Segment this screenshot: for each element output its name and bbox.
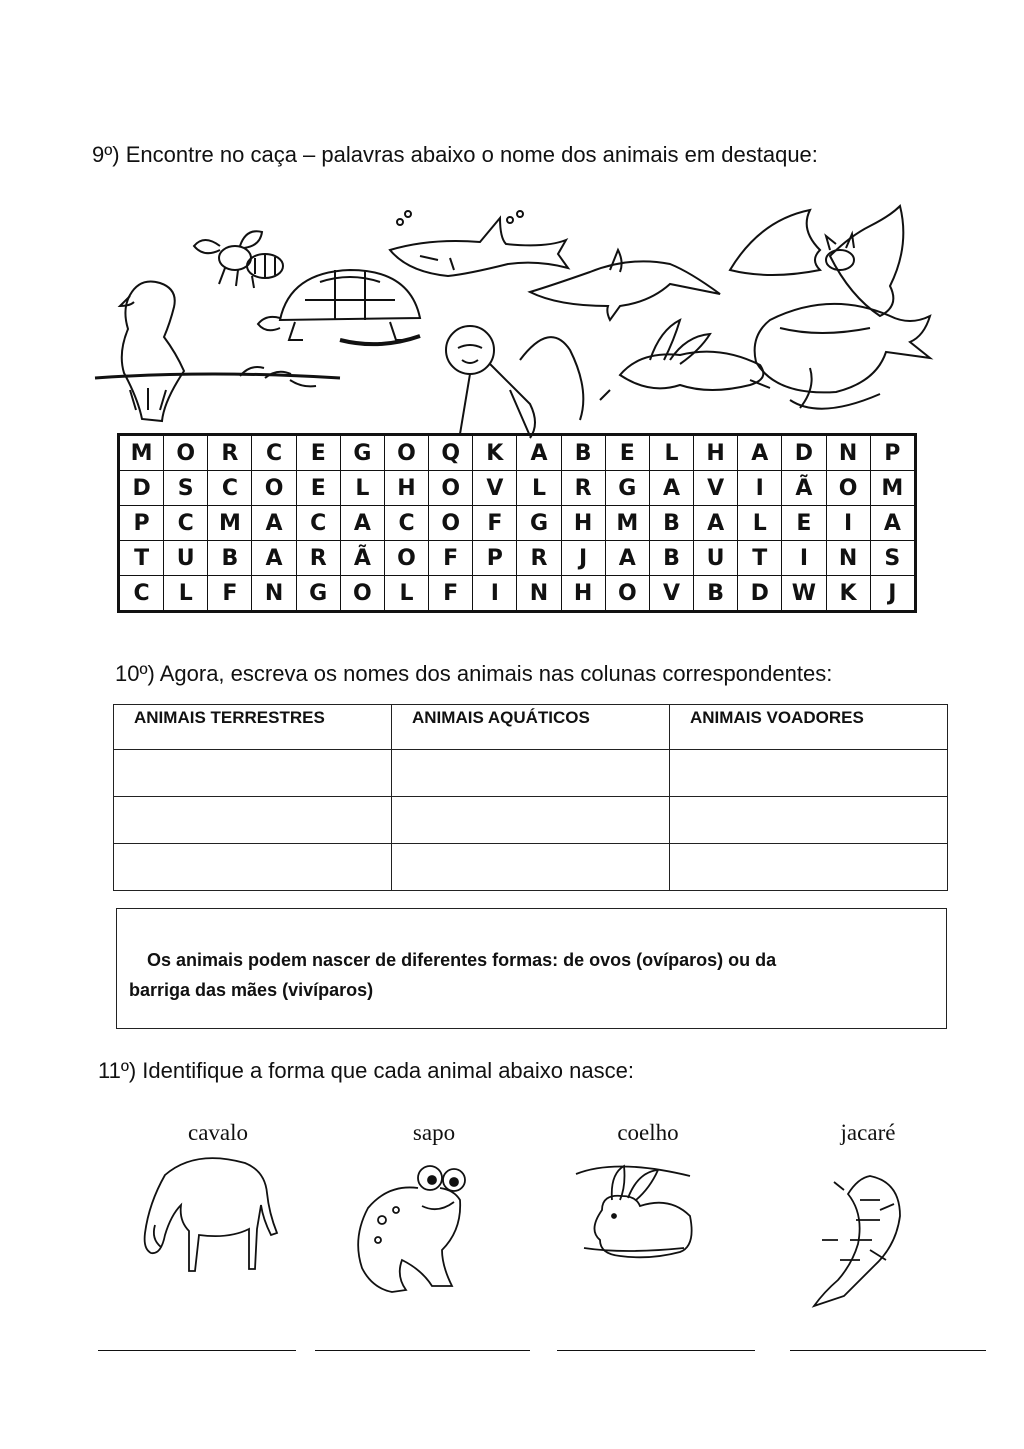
animal-label-frog: sapo xyxy=(412,1120,456,1145)
grid-cell[interactable]: O xyxy=(252,471,296,506)
grid-cell[interactable]: T xyxy=(738,541,782,576)
grid-cell[interactable]: N xyxy=(517,576,561,611)
bee-icon xyxy=(194,231,283,288)
answer-cell[interactable] xyxy=(392,797,670,844)
grid-cell[interactable]: R xyxy=(208,436,252,471)
grid-cell[interactable]: V xyxy=(649,576,693,611)
grid-cell[interactable]: V xyxy=(694,471,738,506)
table-header-row xyxy=(114,705,948,750)
grid-cell[interactable]: C xyxy=(384,506,428,541)
answer-line-horse[interactable] xyxy=(98,1350,296,1351)
grid-cell[interactable]: A xyxy=(870,506,914,541)
grid-cell[interactable]: D xyxy=(120,471,164,506)
grid-cell[interactable]: F xyxy=(208,576,252,611)
info-box xyxy=(116,908,947,1029)
grid-cell[interactable]: A xyxy=(517,436,561,471)
grid-cell[interactable]: A xyxy=(738,436,782,471)
answer-cell[interactable] xyxy=(392,844,670,891)
grid-cell[interactable]: M xyxy=(870,471,914,506)
grid-cell[interactable]: B xyxy=(694,576,738,611)
grid-row xyxy=(120,436,915,471)
table-row xyxy=(114,797,948,844)
animal-label-alligator: jacaré xyxy=(840,1120,896,1145)
grid-cell[interactable]: P xyxy=(120,506,164,541)
grid-cell[interactable]: L xyxy=(738,506,782,541)
answer-line-frog[interactable] xyxy=(315,1350,530,1351)
grid-cell[interactable]: W xyxy=(782,576,826,611)
grid-cell[interactable]: K xyxy=(826,576,870,611)
grid-cell[interactable]: F xyxy=(429,541,473,576)
grid-cell[interactable]: C xyxy=(164,506,208,541)
eagle-icon xyxy=(95,282,340,422)
grid-cell[interactable]: P xyxy=(870,436,914,471)
grid-cell[interactable]: H xyxy=(561,576,605,611)
grid-cell[interactable]: L xyxy=(340,471,384,506)
grid-cell[interactable]: L xyxy=(649,436,693,471)
grid-cell[interactable]: U xyxy=(164,541,208,576)
answer-cell[interactable] xyxy=(114,797,392,844)
grid-cell[interactable]: A xyxy=(252,541,296,576)
grid-row xyxy=(120,471,915,506)
grid-cell[interactable]: M xyxy=(120,436,164,471)
grid-cell[interactable]: L xyxy=(384,576,428,611)
answer-cell[interactable] xyxy=(114,750,392,797)
header-flying: ANIMAIS VOADORES xyxy=(670,705,948,750)
grid-cell[interactable]: C xyxy=(296,506,340,541)
grid-cell[interactable]: I xyxy=(473,576,517,611)
grid-cell[interactable]: B xyxy=(649,506,693,541)
grid-cell[interactable]: C xyxy=(208,471,252,506)
grid-cell[interactable]: O xyxy=(429,506,473,541)
answer-cell[interactable] xyxy=(670,797,948,844)
bat-icon xyxy=(730,206,903,316)
answer-line-alligator[interactable] xyxy=(790,1350,986,1351)
answer-cell[interactable] xyxy=(670,844,948,891)
answer-line-rabbit[interactable] xyxy=(557,1350,755,1351)
header-aquatic: ANIMAIS AQUÁTICOS xyxy=(392,705,670,750)
grid-cell[interactable]: R xyxy=(517,541,561,576)
grid-cell[interactable]: I xyxy=(826,506,870,541)
grid-cell[interactable]: L xyxy=(164,576,208,611)
answer-cell[interactable] xyxy=(114,844,392,891)
grid-cell[interactable]: M xyxy=(208,506,252,541)
grid-cell[interactable]: A xyxy=(605,541,649,576)
grid-cell[interactable]: O xyxy=(826,471,870,506)
grid-cell[interactable]: H xyxy=(561,506,605,541)
grid-cell[interactable]: O xyxy=(384,436,428,471)
grid-cell[interactable]: J xyxy=(561,541,605,576)
grid-row xyxy=(120,506,915,541)
grid-cell[interactable]: S xyxy=(164,471,208,506)
grid-cell[interactable]: G xyxy=(517,506,561,541)
grid-cell[interactable]: F xyxy=(473,506,517,541)
grid-cell[interactable]: O xyxy=(429,471,473,506)
grid-cell[interactable]: N xyxy=(826,436,870,471)
grid-cell[interactable]: G xyxy=(296,576,340,611)
grid-cell[interactable]: L xyxy=(517,471,561,506)
grid-cell[interactable]: A xyxy=(649,471,693,506)
grid-cell[interactable]: Q xyxy=(429,436,473,471)
grid-cell[interactable]: H xyxy=(694,436,738,471)
shark-icon xyxy=(390,211,568,276)
grid-cell[interactable]: N xyxy=(252,576,296,611)
grid-cell[interactable]: D xyxy=(738,576,782,611)
table-row xyxy=(114,844,948,891)
q10-title: 10º) Agora, escreva os nomes dos animais nas colunas correspondentes: xyxy=(115,661,833,686)
grid-cell[interactable]: A xyxy=(340,506,384,541)
q9-title: 9º) Encontre no caça – palavras abaixo o nome dos animais em destaque: xyxy=(92,142,818,167)
grid-cell[interactable]: R xyxy=(561,471,605,506)
rabbit-small-icon xyxy=(572,1160,697,1260)
grid-cell[interactable]: N xyxy=(826,541,870,576)
q11-title: 11º) Identifique a forma que cada animal abaixo nasce: xyxy=(98,1058,634,1083)
grid-cell[interactable]: E xyxy=(296,436,340,471)
grid-cell[interactable]: B xyxy=(208,541,252,576)
grid-cell[interactable]: T xyxy=(120,541,164,576)
grid-row xyxy=(120,541,915,576)
rabbit-icon xyxy=(600,320,770,400)
table-row xyxy=(114,750,948,797)
grid-cell[interactable]: C xyxy=(252,436,296,471)
grid-cell[interactable]: V xyxy=(473,471,517,506)
dolphin-icon xyxy=(530,250,720,320)
grid-cell[interactable]: C xyxy=(120,576,164,611)
grid-cell[interactable]: E xyxy=(782,506,826,541)
header-terrestrial: ANIMAIS TERRESTRES xyxy=(114,705,392,750)
tortoise-icon xyxy=(258,270,420,344)
grid-cell[interactable]: O xyxy=(164,436,208,471)
grid-cell[interactable]: P xyxy=(473,541,517,576)
grid-row xyxy=(120,576,915,611)
word-search-grid xyxy=(117,433,917,613)
answer-cell[interactable] xyxy=(392,750,670,797)
grid-cell[interactable]: B xyxy=(649,541,693,576)
grid-cell[interactable]: F xyxy=(429,576,473,611)
animal-illustrations xyxy=(90,200,940,440)
grid-cell[interactable]: Ã xyxy=(340,541,384,576)
word-search-table xyxy=(119,435,915,611)
info-line-2: barriga das mães (vivíparos) xyxy=(129,980,374,1000)
horse-icon xyxy=(135,1145,280,1275)
answer-cell[interactable] xyxy=(670,750,948,797)
alligator-icon xyxy=(800,1170,920,1310)
grid-cell[interactable]: G xyxy=(605,471,649,506)
grid-cell[interactable]: A xyxy=(252,506,296,541)
grid-cell[interactable]: O xyxy=(605,576,649,611)
grid-cell[interactable]: U xyxy=(694,541,738,576)
grid-cell[interactable]: G xyxy=(340,436,384,471)
grid-cell[interactable]: O xyxy=(340,576,384,611)
animal-label-rabbit: coelho xyxy=(617,1120,679,1145)
grid-cell[interactable]: Ã xyxy=(782,471,826,506)
grid-cell[interactable]: K xyxy=(473,436,517,471)
classification-table xyxy=(113,704,948,891)
frog-icon xyxy=(352,1160,472,1295)
grid-cell[interactable]: B xyxy=(561,436,605,471)
grid-cell[interactable]: E xyxy=(296,471,340,506)
whale-icon xyxy=(755,304,930,409)
grid-cell[interactable]: S xyxy=(870,541,914,576)
grid-cell[interactable]: O xyxy=(384,541,428,576)
grid-cell[interactable]: D xyxy=(782,436,826,471)
grid-cell[interactable]: A xyxy=(694,506,738,541)
grid-cell[interactable]: H xyxy=(384,471,428,506)
animal-label-horse: cavalo xyxy=(187,1120,248,1145)
grid-cell[interactable]: M xyxy=(605,506,649,541)
grid-cell[interactable]: E xyxy=(605,436,649,471)
grid-cell[interactable]: I xyxy=(782,541,826,576)
info-line-1: Os animais podem nascer de diferentes formas: de ovos (ovíparos) ou da xyxy=(147,950,777,970)
grid-cell[interactable]: I xyxy=(738,471,782,506)
grid-cell[interactable]: R xyxy=(296,541,340,576)
monkey-icon xyxy=(446,326,583,438)
grid-cell[interactable]: J xyxy=(870,576,914,611)
